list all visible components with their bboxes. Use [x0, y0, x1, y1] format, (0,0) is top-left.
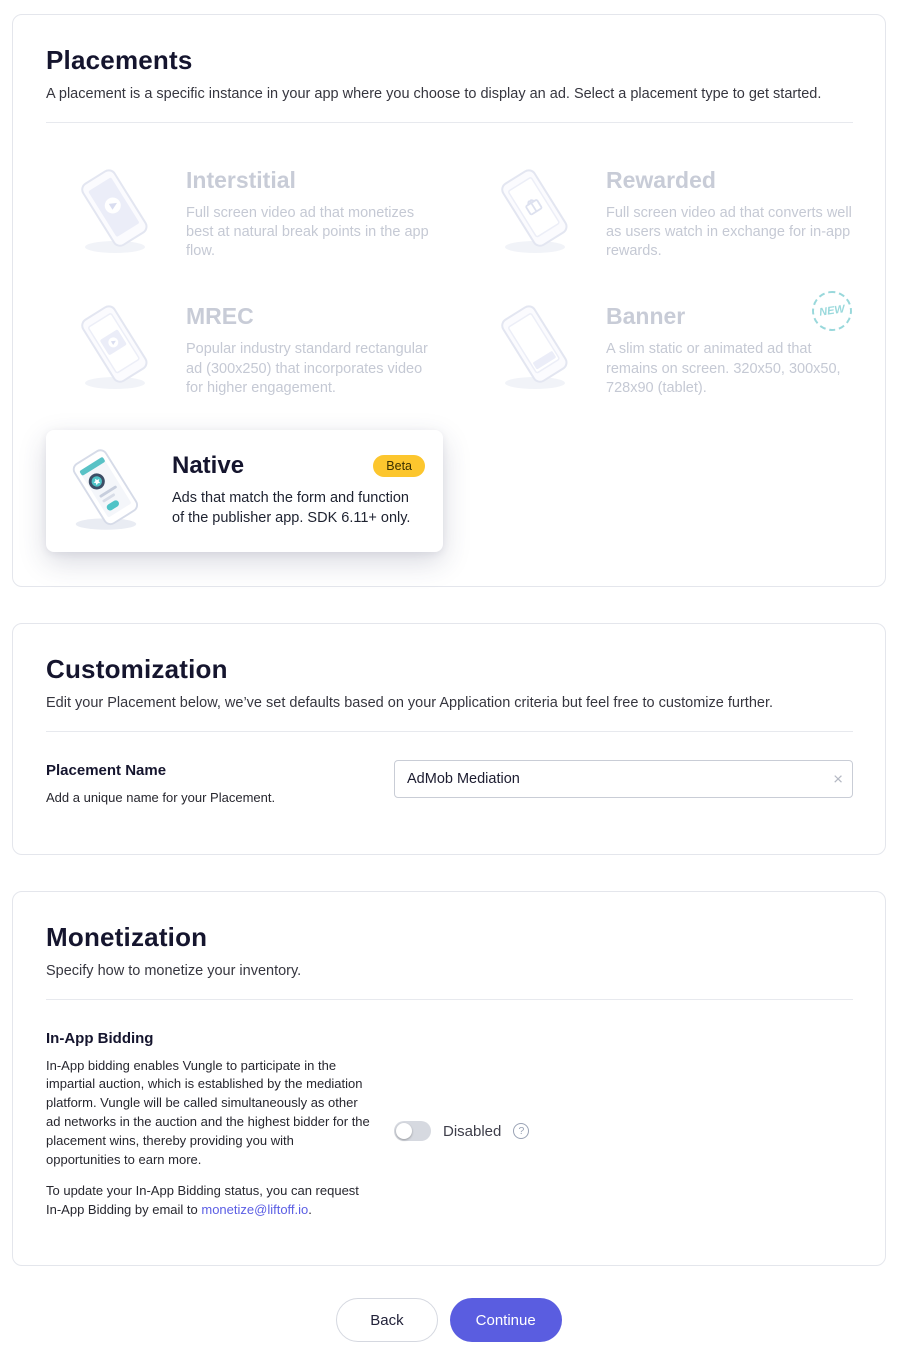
native-phone-icon — [54, 444, 158, 536]
rewarded-phone-icon — [480, 165, 590, 257]
back-button[interactable]: Back — [336, 1298, 437, 1342]
page — [0, 14, 898, 1370]
interstitial-phone-icon — [60, 165, 170, 257]
placement-type-description: Full screen video ad that converts well as users watch in exchange for in-app rewards. — [606, 205, 852, 260]
placement-type-description: Popular industry standard rectangular ad (300x250) that incorporates video for higher engagement. — [186, 341, 428, 396]
in-app-bidding-row — [46, 1000, 853, 1232]
clear-input-icon[interactable]: × — [833, 769, 843, 789]
in-app-bidding-status: Disabled — [443, 1122, 502, 1140]
placement-name-help: Add a unique name for your Placement. — [46, 789, 276, 805]
monetization-subtitle: Specify how to monetize your inventory. — [46, 962, 302, 979]
placement-type-title: Interstitial — [186, 167, 296, 193]
monetization-title: Monetization — [46, 921, 208, 952]
placement-type-title: Rewarded — [606, 167, 716, 193]
placements-card — [12, 14, 886, 587]
beta-badge: Beta — [373, 455, 425, 477]
customization-card — [12, 623, 886, 855]
placement-type-description: Ads that match the form and function of the publisher app. SDK 6.11+ only. — [172, 489, 411, 526]
placement-type-native[interactable] — [46, 430, 443, 552]
placement-type-title: Native — [172, 451, 245, 479]
customization-subtitle: Edit your Placement below, we’ve set defaults based on your Application criteria but feel free to customize further. — [46, 694, 774, 711]
placement-name-label: Placement Name — [46, 761, 167, 779]
placements-title: Placements — [46, 45, 193, 75]
mrec-phone-icon — [60, 301, 170, 393]
placement-type-banner[interactable] — [466, 287, 868, 423]
continue-button[interactable]: Continue — [450, 1298, 562, 1342]
monetization-card — [12, 891, 886, 1267]
in-app-bidding-description: In-App bidding enables Vungle to participate in the impartial auction, which is established by the mediation platform. Vungle will be called simultaneously as other ad networks in the auction and the highest bidder for the placement wins, thereby providing you with opportunities to earn more. — [46, 1057, 370, 1167]
in-app-bidding-request — [46, 1182, 370, 1220]
placement-type-rewarded[interactable] — [466, 151, 868, 287]
placement-type-grid — [46, 123, 853, 552]
placement-name-input[interactable] — [394, 760, 853, 798]
sentence-period: . — [308, 1201, 312, 1217]
placement-type-description: Full screen video ad that monetizes best at natural break points in the app flow. — [186, 205, 429, 260]
banner-phone-icon — [480, 301, 590, 393]
placement-type-title: MREC — [186, 303, 254, 330]
placement-name-row — [46, 732, 853, 820]
in-app-bidding-label: In-App Bidding — [46, 1029, 154, 1047]
monetize-email-link[interactable]: monetize@liftoff.io — [201, 1201, 309, 1217]
help-icon[interactable]: ? — [513, 1123, 529, 1139]
new-badge: NEW — [809, 289, 854, 334]
placements-subtitle: A placement is a specific instance in your app where you choose to display an ad. Select a placement type to get started. — [46, 86, 822, 102]
placement-type-description: A slim static or animated ad that remains on screen. 320x50, 300x50, 728x90 (tablet). — [606, 341, 841, 396]
placement-type-interstitial[interactable] — [46, 151, 448, 287]
in-app-bidding-toggle[interactable] — [394, 1121, 431, 1141]
placement-type-title: Banner — [606, 303, 686, 330]
customization-title: Customization — [46, 653, 228, 684]
in-app-bidding-request-text: To update your In-App Bidding status, you can request In-App Bidding by email to — [46, 1182, 359, 1217]
placement-type-mrec[interactable] — [46, 287, 448, 423]
footer-actions — [0, 1266, 898, 1370]
